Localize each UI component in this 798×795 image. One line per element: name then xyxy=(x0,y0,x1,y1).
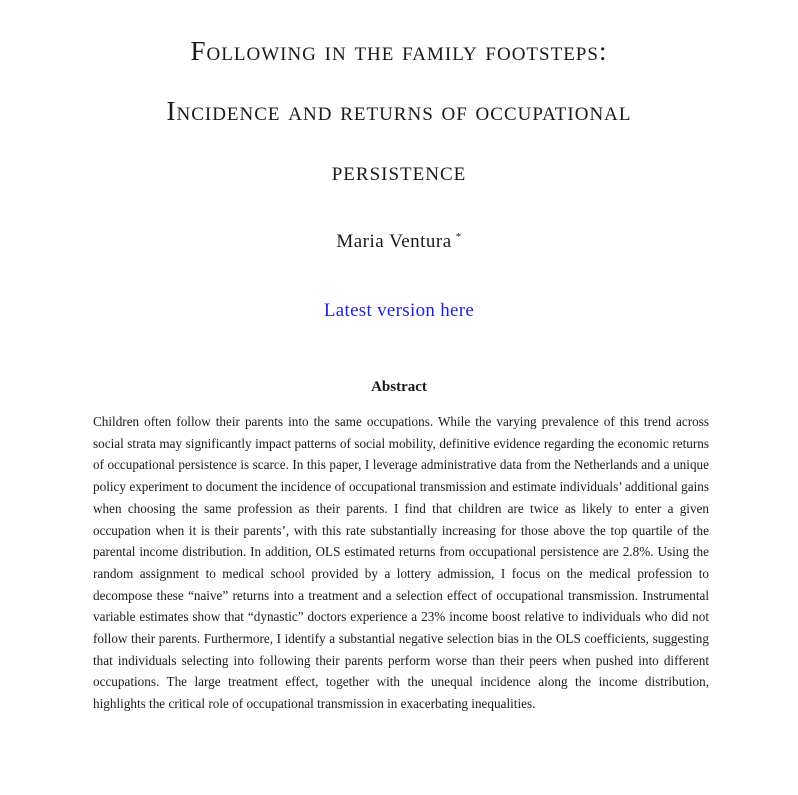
abstract-body: Children often follow their parents into the same occupations. While the varying prevalence of this trend across social strata may significantly impact patterns of social mobility, definitive evidence regarding the economic returns of occupational persistence is scarce. In this paper, I leverage administrative data from the Netherlands and a unique policy experiment to document the incidence of occupational transmission and estimate individuals’ additional gains when choosing the same profession as their parents. I find that children are twice as likely to enter a given occupation when it is their parents’, with this rate substantially increasing for those above the top quartile of the parental income distribution. In addition, OLS estimated returns from occupational persistence are 2.8%. Using the random assignment to medical school provided by a lottery admission, I focus on the medical profession to decompose these “naive” returns into a treatment and a selection effect of occupational transmission. Instrumental variable estimates show that “dynastic” doctors experience a 23% income boost relative to individuals who did not follow their parents. Furthermore, I identify a substantial negative selection bias in the OLS coefficients, suggesting that individuals selecting into following their parents perform worse than their peers when pushed into different occupations. The large treatment effect, together with the unequal incidence along the income distribution, highlights the critical role of occupational transmission in exacerbating inequalities. xyxy=(93,414,709,712)
author-name: Maria Ventura xyxy=(336,231,452,252)
author xyxy=(0,231,798,253)
latest-version-link[interactable]: Latest version here xyxy=(323,300,475,321)
abstract-heading: Abstract xyxy=(371,379,427,395)
paper-title-line-1: Following in the family footsteps: xyxy=(190,36,608,66)
paper-title-line-3: persistence xyxy=(331,156,467,186)
paper-title-line-2: Incidence and returns of occupational xyxy=(166,96,632,126)
author-footnote-mark[interactable]: * xyxy=(455,231,462,243)
